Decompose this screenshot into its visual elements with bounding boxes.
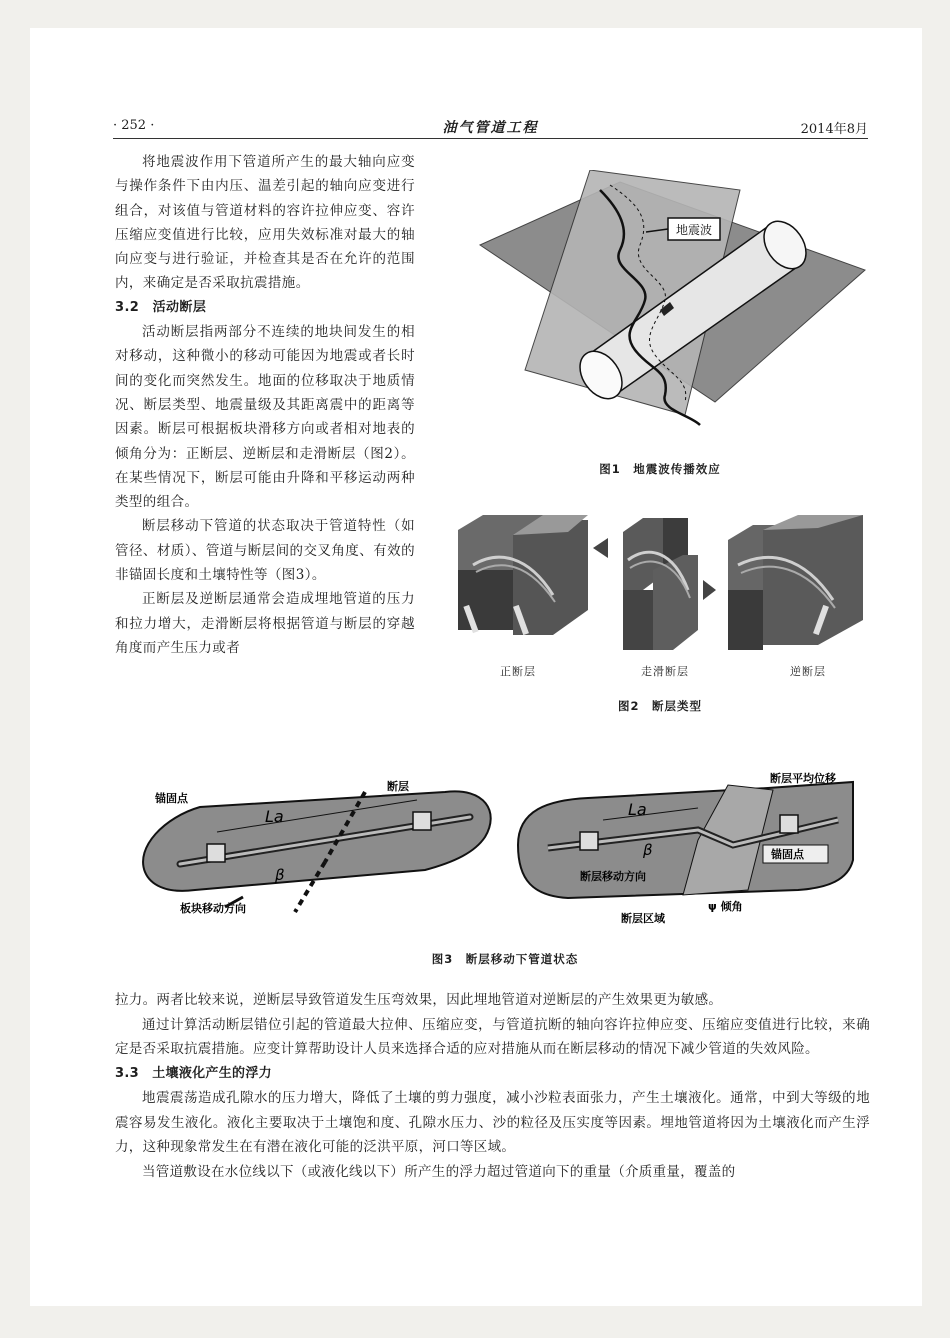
journal-title: 油气管道工程 [442,120,539,136]
figure-3-caption: 图3 断层移动下管道状态 [431,952,579,966]
label-plate-motion: 板块移动方向 [180,902,246,915]
section-heading: 3.2 活动断层 [115,299,207,315]
paragraph: 正断层及逆断层通常会造成埋地管道的压力和拉力增大，走滑断层将根据管道与断层的穿越角度而产生压力或者 [115,591,415,656]
label-fault-move-direction: 断层移动方向 [580,870,646,883]
label-beta-right: β [643,841,653,859]
paragraph: 活动断层指两部分不连续的地块间发生的相对移动，这种微小的移动可能因为地震或者长时间的变化而突然发生。地面的位移取决于地质情况、断层类型、地震量级及其距离震中的距离等因素。断层可根据板块滑移方向或者相对地表的倾角分为：正断层、逆断层和走滑断层（图2）。在某些情况下，断层可能由升降和平移运动两种类型的组合。 [115,324,415,511]
figure-3-right-diagram [508,770,868,930]
paragraph: 通过计算活动断层错位引起的管道最大拉伸、压缩应变，与管道抗断的轴向容许拉伸应变、压缩应变值进行比较，来确定是否采取抗震措施。应变计算帮助设计人员来选择合适的应对措施从而在断层移动的情况下减少管道的失效风险。 [115,1016,870,1058]
label-dip-angle: ψ 倾角 [708,900,743,913]
label-normal-fault: 正断层 [500,665,536,678]
label-reverse-fault: 逆断层 [790,665,826,678]
label-anchor-point-left: 锚固点 [155,792,188,805]
label-anchor-point-right: 锚固点 [771,848,804,861]
label-strike-slip-fault: 走滑断层 [641,665,689,678]
section-heading: 3.3 土壤液化产生的浮力 [115,1065,272,1081]
full-width-body [115,988,870,1184]
paragraph: 断层移动下管道的状态取决于管道特性（如管径、材质）、管道与断层间的交叉角度、有效的非锚固长度和土壤特性等（图3）。 [115,518,415,584]
label-beta-left: β [275,866,285,884]
left-column [115,150,415,660]
paragraph: 当管道敷设在水位线以下（或液化线以下）所产生的浮力超过管道向下的重量（介质重量，覆盖的 [142,1163,736,1180]
label-la-right: La [628,800,647,819]
label-fault-left: 断层 [387,780,409,793]
page-number: · 252 · [113,118,155,133]
label-avg-displacement: 断层平均位移 [770,772,836,785]
paragraph: 将地震波作用下管道所产生的最大轴向应变与操作条件下由内压、温差引起的轴向应变进行组合，对该值与管道材料的容许拉伸应变、容许压缩应变值进行比较，应用失效标准对最大的轴向应变与进行验证，并检查其是否在允许的范围内，来确定是否采取抗震措施。 [115,154,415,292]
page-header [113,118,868,139]
figure-1-caption: 图1 地震波传播效应 [599,462,721,476]
label-fault-zone: 断层区域 [621,912,665,925]
label-la-left: La [265,807,284,826]
figure-1-seismic-wave [470,170,870,445]
figure-2-caption: 图2 断层类型 [617,699,702,713]
figure-3-left-diagram [125,772,505,922]
figure-2-fault-types [458,510,868,655]
paragraph: 地震震荡造成孔隙水的压力增大，降低了土壤的剪力强度，减小沙粒表面张力，产生土壤液化。通常，中到大等级的地震容易发生液化。液化主要取决于土壤饱和度、孔隙水压力、沙的粒径及压实度等因素。埋地管道将因为土壤液化而产生浮力，这种现象常发生在有潜在液化可能的泛洪平原，河口等区域。 [115,1090,870,1156]
label-seismic-wave: 地震波 [675,223,713,237]
paragraph: 拉力。两者比较来说，逆断层导致管道发生压弯效果，因此埋地管道对逆断层的产生效果更为敏感。 [115,992,723,1008]
issue-date: 2014年8月 [800,122,868,137]
